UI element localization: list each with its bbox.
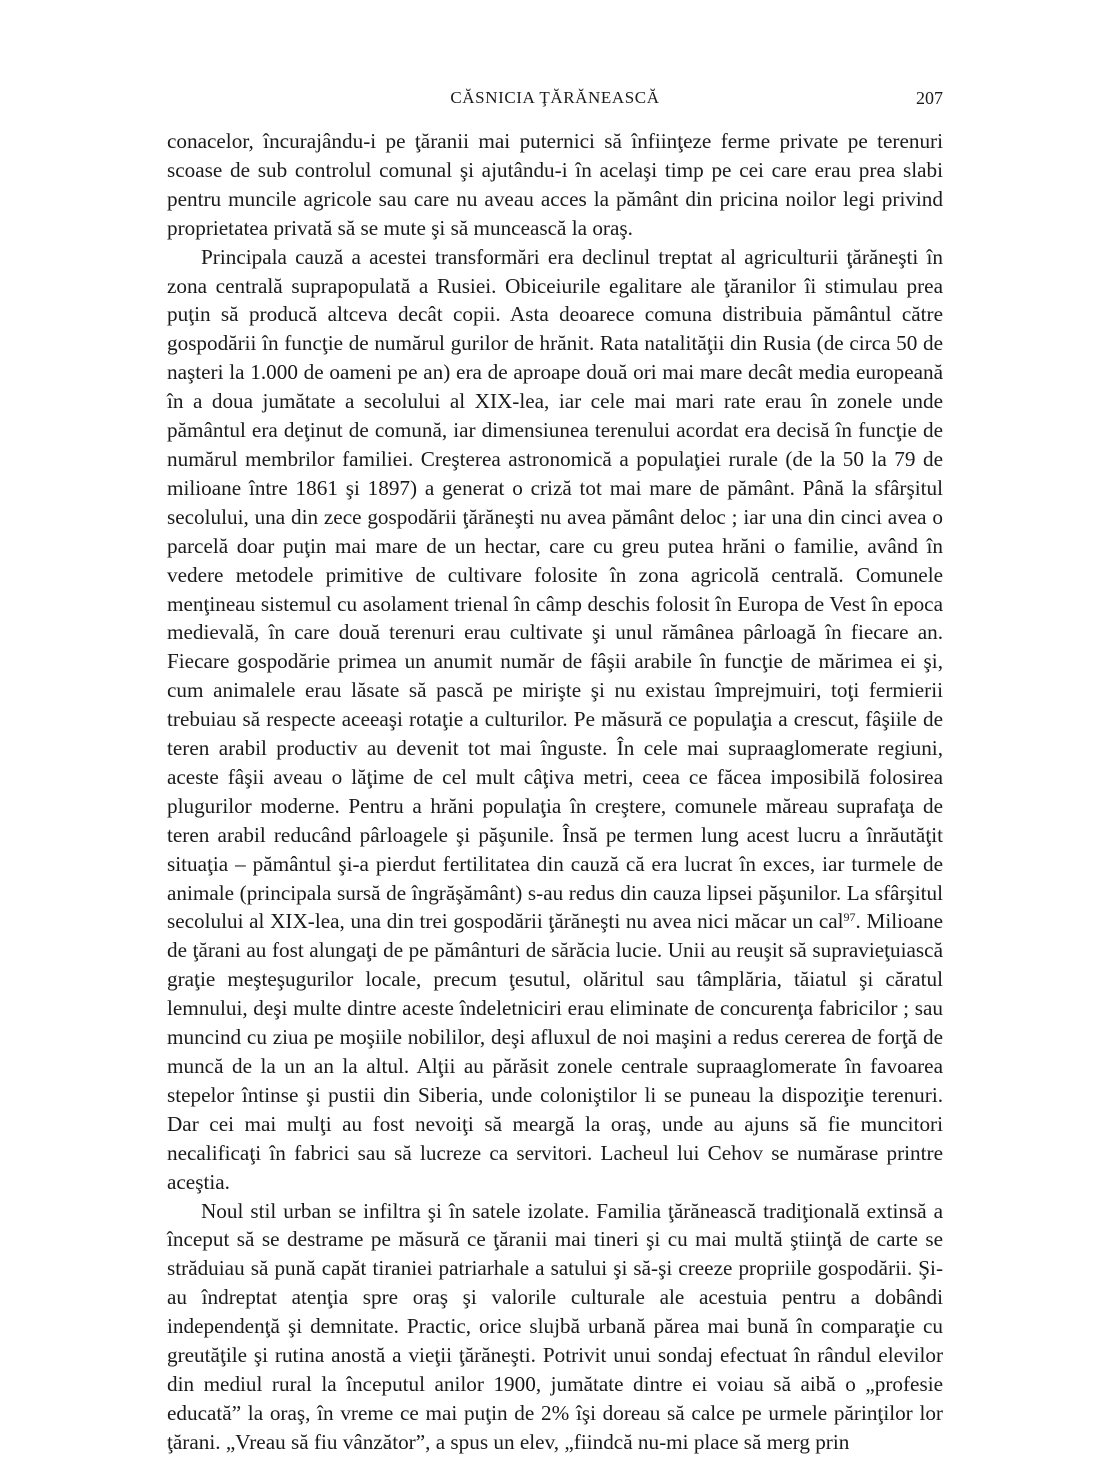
paragraph-decline-agriculture	[167, 243, 943, 1197]
paragraph-text: Principala cauză a acestei transformări era declinul treptat al agriculturii ţărăneşti în zona centrală suprapopulată a Rusiei. Obiceiurile egalitare ale ţăranilor îi stimulau prea puţin să producă altceva decât copii. Asta deoarece comuna distribuia pământul către gospodării în funcţie de numărul gurilor de hrănit. Rata natalităţii din Rusia (de circa 50 de naşteri la 1.000 de oameni pe an) era de aproape două ori mai mare decât media europeană în a doua jumătate a secolului al XIX-lea, iar cele mai mari rate erau în zonele unde pământul era deţinut de comună, iar dimensiunea terenului acordat era decisă în funcţie de numărul membrilor familiei. Creşterea astronomică a populaţiei rurale (de la 50 la 79 de milioane între 1861 şi 1897) a generat o criză tot mai mare de pământ. Până la sfârşitul secolului, una din zece gospodării ţărăneşti nu avea pământ deloc ; iar una din cinci avea o parcelă doar puţin mai mare de un hectar, care cu greu putea hrăni o familie, având în vedere metodele primitive de cultivare folosite în zona agricolă centrală. Comunele menţineau sistemul cu asolament trienal în câmp deschis folosit în Europa de Vest în epoca medievală, în care două terenuri erau cultivate şi unul rămânea pârloagă în fiecare an. Fiecare gospodărie primea un anumit număr de fâşii arabile în funcţie de mărimea ei şi, cum animalele erau lăsate să pască pe mirişte şi nu existau împrejmuiri, toţi fermierii trebuiau să respecte aceeaşi rotaţie a culturilor. Pe măsură ce populaţia a crescut, fâşiile de teren arabil productiv au devenit tot mai înguste. În cele mai supraaglomerate regiuni, aceste fâşii aveau o lăţime de cel mult câţiva metri, ceea ce făcea imposibilă folosirea plugurilor moderne. Pentru a hrăni populaţia în creştere, comunele măreau suprafaţa de teren arabil reducând pârloagele şi păşunile. Însă pe termen lung acest lucru a înrăutăţit situaţia – pământul şi-a pierdut fertilitatea din cauză că era lucrat în exces, iar turmele de animale (principala sursă de îngrăşământ) s-au redus din cauza lipsei păşunilor. La sfârşitul secolului al XIX-lea, una din trei gospodării ţărăneşti nu avea nici măcar un cal	[167, 244, 943, 934]
footnote-reference[interactable]: 97	[843, 910, 856, 925]
running-title: CĂSNICIA ŢĂRĂNEASCĂ	[450, 88, 660, 107]
paragraph-text: Noul stil urban se infiltra şi în satele izolate. Familia ţărănească tradiţională extinsă a început să se destrame pe măsură ce ţăranii mai tineri şi cu mai multă ştiinţă de carte se străduiau să pună capăt tiraniei patriarhale a satului şi să-şi creeze propriile gospodării. Şi-au îndreptat atenţia spre oraş şi valorile culturale ale acestuia pentru a dobândi independenţă şi demnitate. Practic, orice slujbă urbană părea mai bună în comparaţie cu greutăţile şi rutina anostă a vieţii ţărăneşti. Potrivit unui sondaj efectuat în rândul elevilor din mediul rural la începutul anilor 1900, jumătate dintre ei voiau să aibă o „profesie educată” la oraş, în vreme ce mai puţin de 2% îşi doreau să calce pe urmele părinţilor lor ţărani. „Vreau să fiu vânzător”, a spus un elev, „fiindcă nu-mi place să merg prin	[167, 1198, 943, 1454]
paragraph-text: conacelor, încurajându-i pe ţăranii mai puternici să înfiinţeze ferme private pe terenuri scoase de sub controlul comunal şi ajutându-i în acelaşi timp pe cei care erau prea slabi pentru muncile agricole sau care nu aveau acces la pământ din pricina noilor legi privind proprietatea privată să se mute şi să muncească la oraş.	[167, 129, 943, 240]
paragraph-text: . Milioane de ţărani au fost alungaţi de pe pământuri de sărăcia lucie. Unii au reuşit să supravieţuiască graţie meşteşugurilor locale, precum ţesutul, olăritul sau tâmplăria, tăiatul şi căratul lemnului, deşi multe dintre aceste îndeletniciri erau eliminate de concurenţa fabricilor ; sau muncind cu ziua pe moşiile nobililor, deşi afluxul de noi maşini a redus cererea de forţă de muncă de la un an la altul. Alţii au părăsit zonele centrale supraaglomerate în favoarea stepelor întinse şi pustii din Siberia, unde coloniştilor li se puneau la dispoziţie terenuri. Dar cei mai mulţi au fost nevoiţi să meargă la oraş, unde au ajuns să fie muncitori necalificaţi în fabrici sau să lucreze ca servitori. Lacheul lui Cehov se numărase printre aceştia.	[167, 909, 943, 1194]
page-header	[167, 86, 943, 110]
body-text	[167, 127, 943, 1457]
book-page	[167, 0, 943, 1454]
paragraph-urban-style	[167, 1197, 943, 1457]
paragraph-continuation	[167, 127, 943, 243]
page-number: 207	[916, 88, 943, 108]
